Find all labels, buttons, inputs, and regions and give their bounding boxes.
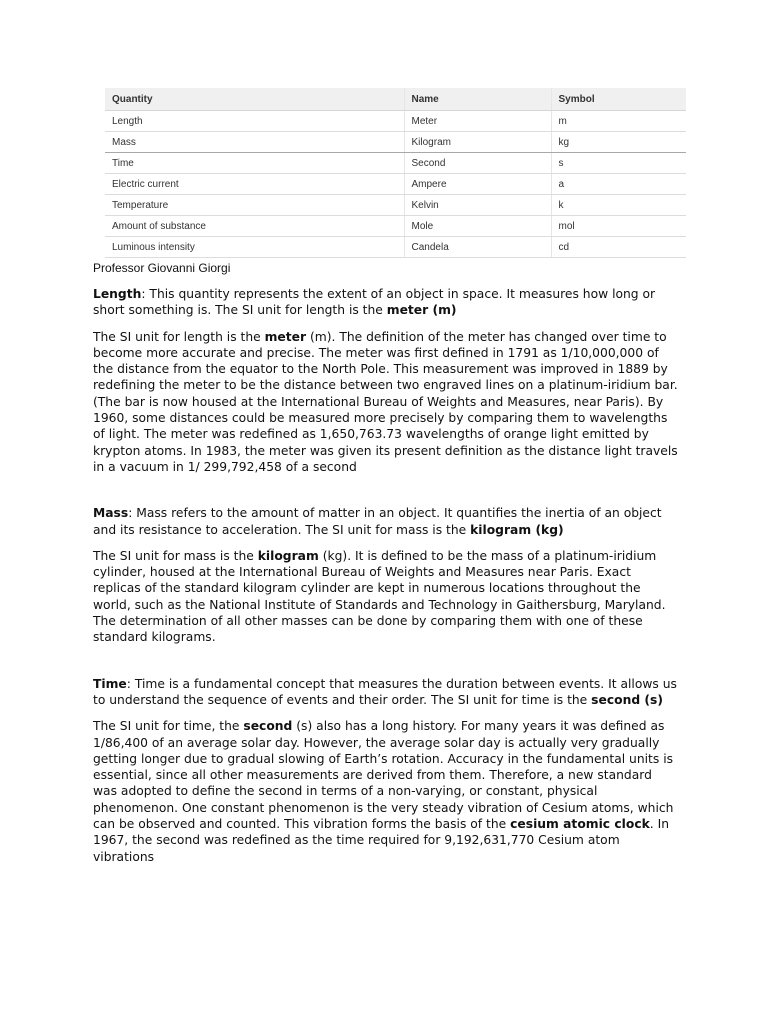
cell-name: Ampere [404,174,551,195]
mass-body-paragraph [93,548,678,646]
table-row [105,153,686,174]
length-term: Length [93,287,142,301]
header-name: Name [404,88,551,111]
time-body-text: (s) also has a long history. For many years it was defined as 1/86,400 of an average solar day. However, the average solar day is actually very gradually getting longer due to gradual slowing of Earth’s rotation. Accuracy in the fundamental units is essential, since all other measurements are derived from them. Therefore, a new standard was adopted to define the second in terms of a non-varying, or constant, physical phenomenon. One constant phenomenon is the very steady vibration of Cesium atoms, which can be observed and counted. This vibration forms the basis of the [93,719,674,832]
length-intro-text: : This quantity represents the extent of an object in space. It measures how long or short something is. The SI unit for length is the [93,287,656,318]
table-row [105,132,686,153]
header-quantity: Quantity [105,88,404,111]
document-body [93,286,678,875]
cell-symbol: m [551,111,686,132]
table-row [105,195,686,216]
length-intro-paragraph [93,286,678,319]
length-body-lead: The SI unit for length is the [93,329,265,344]
cell-quantity: Amount of substance [105,216,404,237]
cell-name: Meter [404,111,551,132]
cell-quantity: Mass [105,132,404,153]
header-symbol: Symbol [551,88,686,111]
table-row [105,111,686,132]
cell-name: Kilogram [404,132,551,153]
mass-body-lead: The SI unit for mass is the [93,548,258,563]
time-unit: second (s) [591,692,663,707]
table-row [105,237,686,258]
time-intro-paragraph [93,676,678,709]
cell-symbol: s [551,153,686,174]
time-intro-text: : Time is a fundamental concept that measures the duration between events. It allows us to understand the sequence of events and their order. The SI unit for time is the [93,676,677,707]
mass-unit: kilogram (kg) [470,522,564,537]
cell-name: Kelvin [404,195,551,216]
mass-intro-text: : Mass refers to the amount of matter in an object. It quantifies the inertia of an object and its resistance to acceleration. The SI unit for mass is the [93,506,662,537]
length-unit: meter (m) [386,303,457,318]
cell-name: Candela [404,237,551,258]
table-row [105,174,686,195]
cell-symbol: mol [551,216,686,237]
cell-quantity: Electric current [105,174,404,195]
time-body-paragraph [93,718,678,865]
cell-symbol: a [551,174,686,195]
table-row [105,216,686,237]
time-term: Time [93,676,127,691]
cell-symbol: kg [551,132,686,153]
table-header-row [105,88,686,111]
cesium-clock-term: cesium atomic clock [510,817,650,832]
cell-name: Second [404,153,551,174]
cell-symbol: k [551,195,686,216]
cell-quantity: Luminous intensity [105,237,404,258]
cell-symbol: cd [551,237,686,258]
mass-body-term: kilogram [257,548,319,563]
mass-intro-paragraph [93,505,678,538]
mass-term: Mass [93,506,129,521]
length-body-paragraph [93,329,678,476]
cell-quantity: Time [105,153,404,174]
length-body-text: (m). The definition of the meter has changed over time to become more accurate and precise. The meter was first defined in 1791 as 1/10,000,000 of the distance from the equator to the North Pole. This measurement was improved in 1889 by redefining the meter to be the distance between two engraved lines on a platinum-iridium bar. (The bar is now housed at the International Bureau of Weights and Measures, near Paris). By 1960, some distances could be measured more precisely by comparing them to wavelengths of light. The meter was redefined as 1,650,763.73 wavelengths of orange light emitted by krypton atoms. In 1983, the meter was given its present definition as the distance light travels in a vacuum in 1/ 299,792,458 of a second [93,329,678,474]
length-body-term: meter [264,329,307,344]
cell-name: Mole [404,216,551,237]
time-body-term: second [243,719,293,734]
si-units-table [105,88,686,258]
time-body-lead: The SI unit for time, the [93,719,244,734]
cell-quantity: Length [105,111,404,132]
table-caption: Professor Giovanni Giorgi [93,261,231,275]
cell-quantity: Temperature [105,195,404,216]
time-body-text-end: . In 1967, the second was redefined as the time required for 9,192,631,770 Cesium atom vibrations [93,817,670,864]
mass-body-text: (kg). It is defined to be the mass of a platinum-iridium cylinder, housed at the International Bureau of Weights and Measures near Paris. Exact replicas of the standard kilogram cylinder are kept in numerous locations throughout the world, such as the National Institute of Standards and Technology in Gaithersburg, Maryland. The determination of all other masses can be done by comparing them with one of these standard kilograms. [93,548,666,645]
